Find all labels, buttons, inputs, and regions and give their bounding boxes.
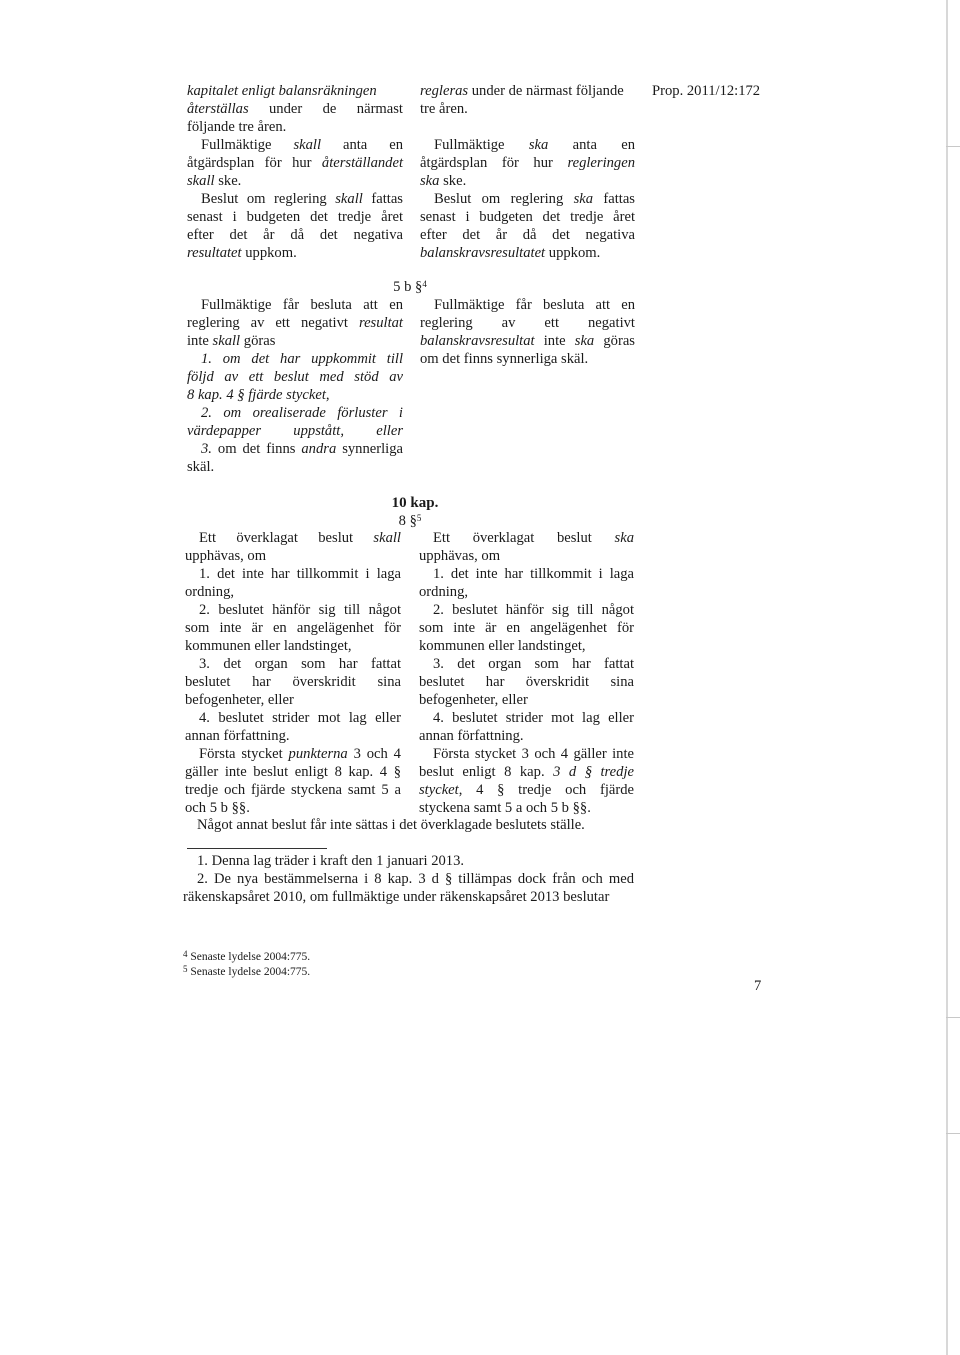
text-line: beslutet har överskridit sina <box>419 674 634 690</box>
separator-rule <box>187 848 327 849</box>
text-line: skall ske. <box>187 173 242 189</box>
proposition-reference: Prop. 2011/12:172 <box>652 83 761 99</box>
text-line: inte skall göras <box>187 333 276 349</box>
text-line: kommunen eller landstinget, <box>419 638 586 654</box>
text-line: regleras under de närmast följande <box>420 83 624 99</box>
scan-edge-mark <box>946 1017 960 1018</box>
text-line: 8 kap. 4 § fjärde stycket, <box>187 387 330 403</box>
text-line: och 5 b §§. <box>185 800 250 816</box>
text-line: tredje och fjärde styckena samt 5 a <box>185 782 401 798</box>
text-line: 2. om orealiserade förluster i <box>201 405 403 421</box>
chapter-10-closing-sentence: Något annat beslut får inte sättas i det överklagade beslutets ställe. <box>197 817 585 833</box>
text-line: beslut enligt 8 kap. 3 d § tredje <box>419 764 634 780</box>
text-line: $^4$ Senaste lydelse 2004:775. <box>183 949 311 963</box>
text-line: gäller inte beslut enligt 8 kap. 4 § <box>185 764 401 780</box>
text-line: efter det år då det negativa <box>187 227 403 243</box>
text-line: styckena samt 5 a och 5 b §§. <box>419 800 591 816</box>
text-line: resultatet uppkom. <box>187 245 297 261</box>
text-line: balanskravsresultatet uppkom. <box>420 245 601 261</box>
transitional-provisions <box>183 852 634 906</box>
text-line: reglering av ett negativt <box>420 315 635 331</box>
text-line: 3. det organ som har fattat <box>199 656 401 672</box>
chapter-10-section-heading: 8 §$^5$ <box>398 513 422 529</box>
text-line: som inte är en angelägenhet för <box>419 620 634 636</box>
text-line: Fullmäktige får besluta att en <box>434 297 635 313</box>
text-line: 4. beslutet strider mot lag eller <box>433 710 634 726</box>
text-line: 2. beslutet hänför sig till något <box>199 602 401 618</box>
chapter-10-left-column <box>185 529 401 817</box>
text-line: $^5$ Senaste lydelse 2004:775. <box>183 964 311 978</box>
text-line: om det finns synnerliga skäl. <box>420 351 589 367</box>
text-line: skäl. <box>187 459 215 475</box>
block1-right-column <box>420 82 635 262</box>
text-line: senast i budgeten det tredje året <box>187 209 403 225</box>
text-line: 1. om det har uppkommit till <box>201 351 403 367</box>
section-5b-heading: 5 b §$^4$ <box>393 279 427 295</box>
text-line: 3. om det finns andra synnerliga <box>201 441 403 457</box>
text-line: annan författning. <box>419 728 524 744</box>
text-line: senast i budgeten det tredje året <box>420 209 635 225</box>
text-line: åtgärdsplan för hur återställandet <box>187 155 403 171</box>
text-line: följande tre åren. <box>187 119 287 135</box>
section-5b-left-column <box>187 296 403 476</box>
text-line: 3. det organ som har fattat <box>433 656 634 672</box>
text-line: Första stycket 3 och 4 gäller inte <box>433 746 634 762</box>
text-line: efter det år då det negativa <box>420 227 635 243</box>
text-line: 2. De nya bestämmelserna i 8 kap. 3 d § tillämpas dock från och med <box>197 871 634 887</box>
text-line: beslutet har överskridit sina <box>185 674 401 690</box>
block1-left-column <box>187 82 403 262</box>
text-line: Första stycket punkterna 3 och 4 <box>199 746 401 762</box>
text-line: Beslut om reglering skall fattas <box>201 191 403 207</box>
text-line: 4. beslutet strider mot lag eller <box>199 710 401 726</box>
text-line: åtgärdsplan för hur regleringen <box>420 155 635 171</box>
text-line: 1. Denna lag träder i kraft den 1 januari 2013. <box>197 853 465 869</box>
text-line: Ett överklagat beslut skall <box>199 530 401 546</box>
text-line: Beslut om reglering ska fattas <box>434 191 635 207</box>
text-line: ordning, <box>419 584 469 600</box>
text-line: Fullmäktige får besluta att en <box>201 297 403 313</box>
text-line: Fullmäktige skall anta en <box>201 137 403 153</box>
text-line: befogenheter, eller <box>185 692 294 708</box>
text-line: kommunen eller landstinget, <box>185 638 352 654</box>
text-line: annan författning. <box>185 728 290 744</box>
text-line: följd av ett beslut med stöd av <box>187 369 403 385</box>
text-line: balanskravsresultat inte ska göras <box>420 333 635 349</box>
text-line: stycket, 4 § tredje och fjärde <box>419 782 634 798</box>
scan-edge-mark <box>946 1133 960 1134</box>
page-number: 7 <box>754 978 762 994</box>
text-line: tre åren. <box>420 101 468 117</box>
text-line <box>420 118 635 136</box>
scan-edge-mark <box>946 146 960 147</box>
text-line: 1. det inte har tillkommit i laga <box>199 566 401 582</box>
text-line: 2. beslutet hänför sig till något <box>433 602 634 618</box>
text-line: kapitalet enligt balansräkningen <box>187 83 377 99</box>
text-line: 1. det inte har tillkommit i laga <box>433 566 634 582</box>
text-line: värdepapper uppstått, eller <box>187 423 403 439</box>
text-line: befogenheter, eller <box>419 692 528 708</box>
text-line: återställas under de närmast <box>187 101 403 117</box>
text-line: upphävas, om <box>419 548 501 564</box>
text-line: upphävas, om <box>185 548 267 564</box>
text-line: Fullmäktige ska anta en <box>434 137 635 153</box>
section-5b-right-column <box>420 296 635 368</box>
footnotes <box>183 950 483 980</box>
chapter-10-heading: 10 kap. <box>391 495 439 511</box>
text-line: räkenskapsåret 2010, om fullmäktige under räkenskapsåret 2013 beslutar <box>183 889 610 905</box>
text-line: som inte är en angelägenhet för <box>185 620 401 636</box>
text-line: ska ske. <box>420 173 467 189</box>
chapter-10-right-column <box>419 529 634 817</box>
text-line: reglering av ett negativt resultat <box>187 315 403 331</box>
scan-edge <box>946 0 948 1355</box>
text-line: ordning, <box>185 584 235 600</box>
text-line: Ett överklagat beslut ska <box>433 530 634 546</box>
